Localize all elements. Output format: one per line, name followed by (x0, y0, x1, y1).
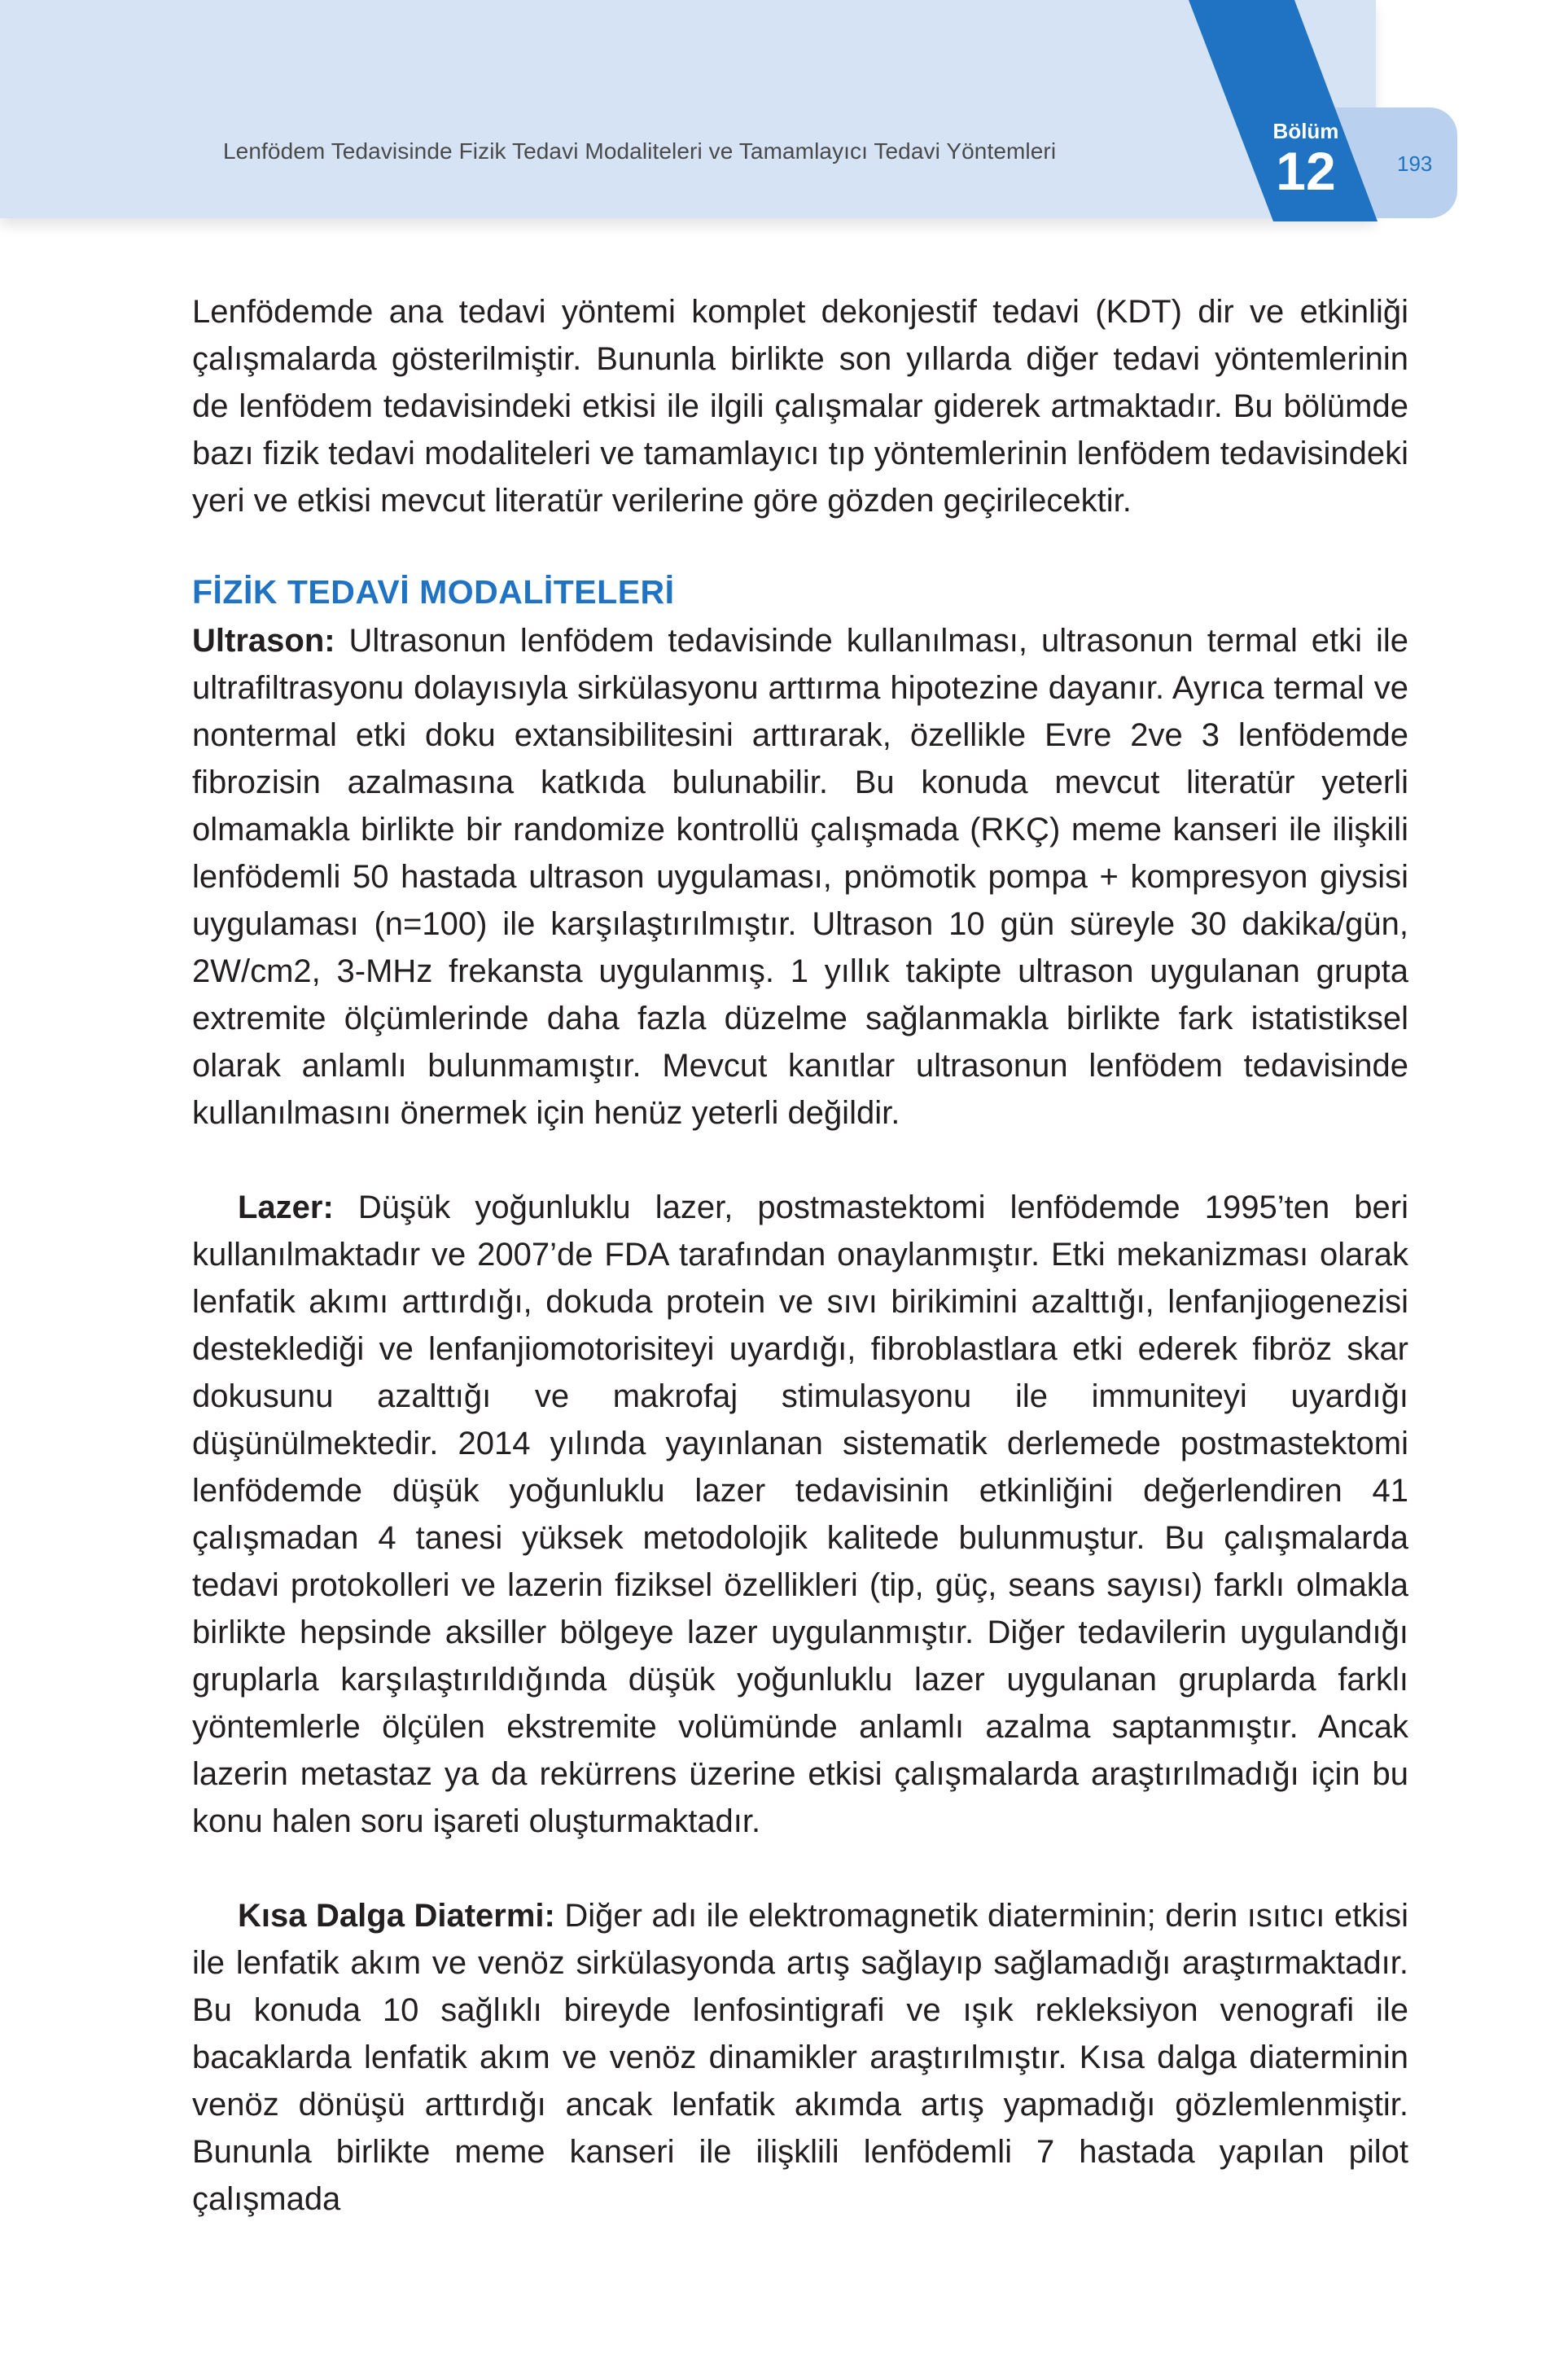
running-title: Lenfödem Tedavisinde Fizik Tedavi Modaliteleri ve Tamamlayıcı Tedavi Yöntemleri (223, 138, 1057, 164)
section-heading: FİZİK TEDAVİ MODALİTELERİ (192, 573, 675, 611)
paragraph-lazer (192, 1184, 1408, 1845)
paragraph-kisa-dalga-diatermi-text: Diğer adı ile elektromagnetik diaterminin; derin ısıtıcı etkisi ile lenfatik akım ve venöz sirkülasyonda artış sağlayıp sağlamadığı araştırmaktadır. Bu konuda 10 sağlıklı bireyde lenfosintigrafi ve ışık rekleksiyon venografi ile bacaklarda lenfatik akım ve venöz dinamikler araştırılmıştır. Kısa dalga diaterminin venöz dönüşü arttırdığı ancak lenfatik akımda artış yapmadığı gözlemlenmiştir. Bununla birlikte meme kanseri ile ilişklili lenfödemli 7 hastada yapılan pilot çalışmada (192, 1898, 1408, 2217)
term-lazer: Lazer: (238, 1190, 334, 1225)
term-kisa-dalga-diatermi: Kısa Dalga Diatermi: (238, 1898, 555, 1934)
chapter-label: Bölüm (1272, 119, 1339, 143)
main-content (192, 288, 1408, 2223)
term-ultrason: Ultrason: (192, 623, 335, 659)
paragraph-kisa-dalga-diatermi (192, 1892, 1408, 2223)
page-header-band (0, 0, 1376, 218)
page-number: 193 (1397, 151, 1433, 176)
paragraph-lazer-text: Düşük yoğunluklu lazer, postmastektomi lenfödemde 1995’ten beri kullanılmaktadır ve 2007’de FDA tarafından onaylanmıştır. Etki mekanizması olarak lenfatik akımı arttırdığı, dokuda protein ve sıvı birikimini azalttığı, lenfanjiogenezisi desteklediği ve lenfanjiomotorisiteyi uyardığı, fibroblastlara etki ederek fibröz skar dokusunu azalttığı ve makrofaj stimulasyonu ile immuniteyi uyardığı düşünülmektedir. 2014 yılında yayınlanan sistematik derlemede postmastektomi lenfödemde düşük yoğunluklu lazer tedavisinin etkinliğini değerlendiren 41 çalışmadan 4 tanesi yüksek metodolojik kalitede bulunmuştur. Bu çalışmalarda tedavi protokolleri ve lazerin fiziksel özellikleri (tip, güç, seans sayısı) farklı olmakla birlikte hepsinde aksiller bölgeye lazer uygulanmıştır. Diğer tedavilerin uygulandığı gruplarla karşılaştırıldığında düşük yoğunluklu lazer uygulanan gruplarda farklı yöntemlerle ölçülen ekstremite volümünde anlamlı azalma saptanmıştır. Ancak lazerin metastaz ya da rekürrens üzerine etkisi çalışmalarda araştırılmadığı için bu konu halen soru işareti oluşturmaktadır. (192, 1190, 1408, 1839)
paragraph-ultrason (192, 617, 1408, 1137)
intro-paragraph: Lenfödemde ana tedavi yöntemi komplet dekonjestif tedavi (KDT) dir ve etkinliği çalışmalarda gösterilmiştir. Bununla birlikte son yıllarda diğer tedavi yöntemlerinin de lenfödem tedavisindeki etkisi ile ilgili çalışmalar giderek artmaktadır. Bu bölümde bazı fizik tedavi modaliteleri ve tamamlayıcı tıp yöntemlerinin lenfödem tedavisindeki yeri ve etkisi mevcut literatür verilerine göre gözden geçirilecektir. (192, 294, 1408, 519)
chapter-number: 12 (1276, 141, 1336, 201)
paragraph-ultrason-text: Ultrasonun lenfödem tedavisinde kullanılması, ultrasonun termal etki ile ultrafiltrasyonu dolayısıyla sirkülasyonu arttırma hipotezine dayanır. Ayrıca termal ve nontermal etki doku extansibilitesini arttırarak, özellikle Evre 2ve 3 lenfödemde fibrozisin azalmasına katkıda bulunabilir. Bu konuda mevcut literatür yeterli olmamakla birlikte bir randomize kontrollü çalışmada (RKÇ) meme kanseri ile ilişkili lenfödemli 50 hastada ultrason uygulaması, pnömotik pompa + kompresyon giysisi uygulaması (n=100) ile karşılaştırılmıştır. Ultrason 10 gün süreyle 30 dakika/gün, 2W/cm2, 3-MHz frekansta uygulanmış. 1 yıllık takipte ultrason uygulanan grupta extremite ölçümlerinde daha fazla düzelme sağlanmakla birlikte fark istatistiksel olarak anlamlı bulunmamıştır. Mevcut kanıtlar ultrasonun lenfödem tedavisinde kullanılmasını önermek için henüz yeterli değildir. (192, 623, 1408, 1131)
